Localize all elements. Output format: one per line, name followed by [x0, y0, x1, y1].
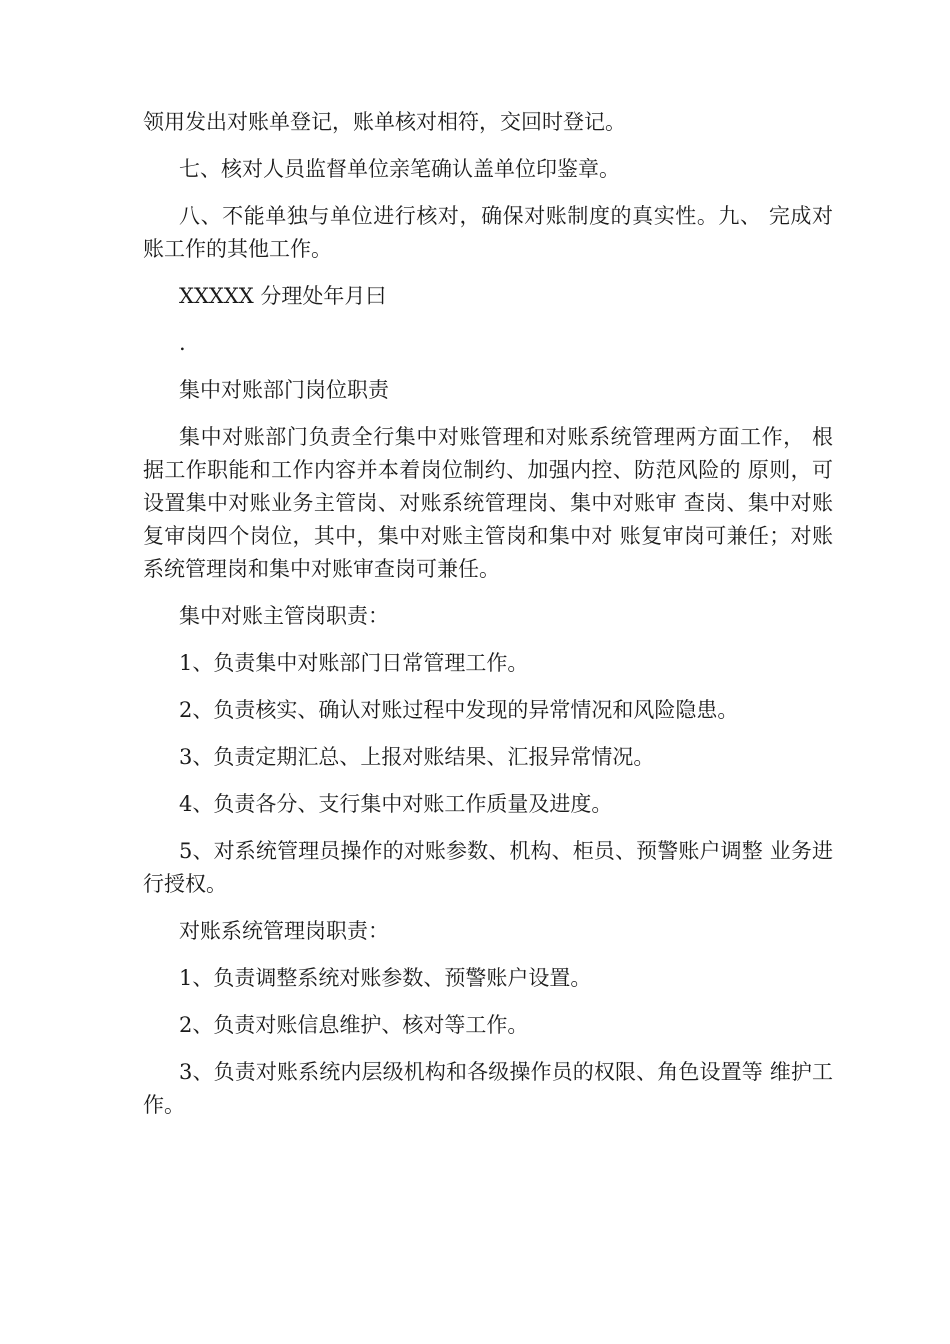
- subheading-supervisor: 集中对账主管岗职责：: [179, 604, 389, 628]
- list-item: 3、负责对账系统内层级机构和各级操作员的权限、角色设置等 维护工作。: [143, 1060, 833, 1117]
- paragraph-intro: 集中对账部门负责全行集中对账管理和对账系统管理两方面工作， 根据工作职能和工作内容并本着岗位制约、加强内控、防范风险的 原则，可设置集中对账业务主管岗、对账系统管理岗、集中对账审 查岗、集中对账复审岗四个岗位，其中，集中对账主管岗和集中对 账复审岗可兼任；对账系统管理岗和集中对账审查岗可兼任。: [143, 425, 833, 581]
- signature-line: XXXXX 分理处年月曰: [179, 284, 387, 308]
- paragraph-1: 领用发出对账单登记，账单核对相符，交回时登记。: [143, 110, 626, 134]
- section-heading: 集中对账部门岗位职责: [179, 378, 389, 402]
- separator-dot: .: [179, 331, 186, 355]
- list-item: 1、负责调整系统对账参数、预警账户设置。: [179, 966, 592, 990]
- list-item: 5、对系统管理员操作的对账参数、机构、柜员、预警账户调整 业务进行授权。: [143, 839, 833, 896]
- list-item: 4、负责各分、支行集中对账工作质量及进度。: [179, 792, 613, 816]
- list-item: 1、负责集中对账部门日常管理工作。: [179, 651, 529, 675]
- list-item: 3、负责定期汇总、上报对账结果、汇报异常情况。: [179, 745, 655, 769]
- list-item: 2、负责核实、确认对账过程中发现的异常情况和风险隐患。: [179, 698, 739, 722]
- document-page: [143, 106, 833, 1136]
- list-item: 2、负责对账信息维护、核对等工作。: [179, 1013, 529, 1037]
- paragraph-2: 七、核对人员监督单位亲笔确认盖单位印鉴章。: [179, 157, 620, 181]
- subheading-system-admin: 对账系统管理岗职责：: [179, 919, 389, 943]
- paragraph-3: 八、不能单独与单位进行核对，确保对账制度的真实性。九、 完成对账工作的其他工作。: [143, 204, 833, 261]
